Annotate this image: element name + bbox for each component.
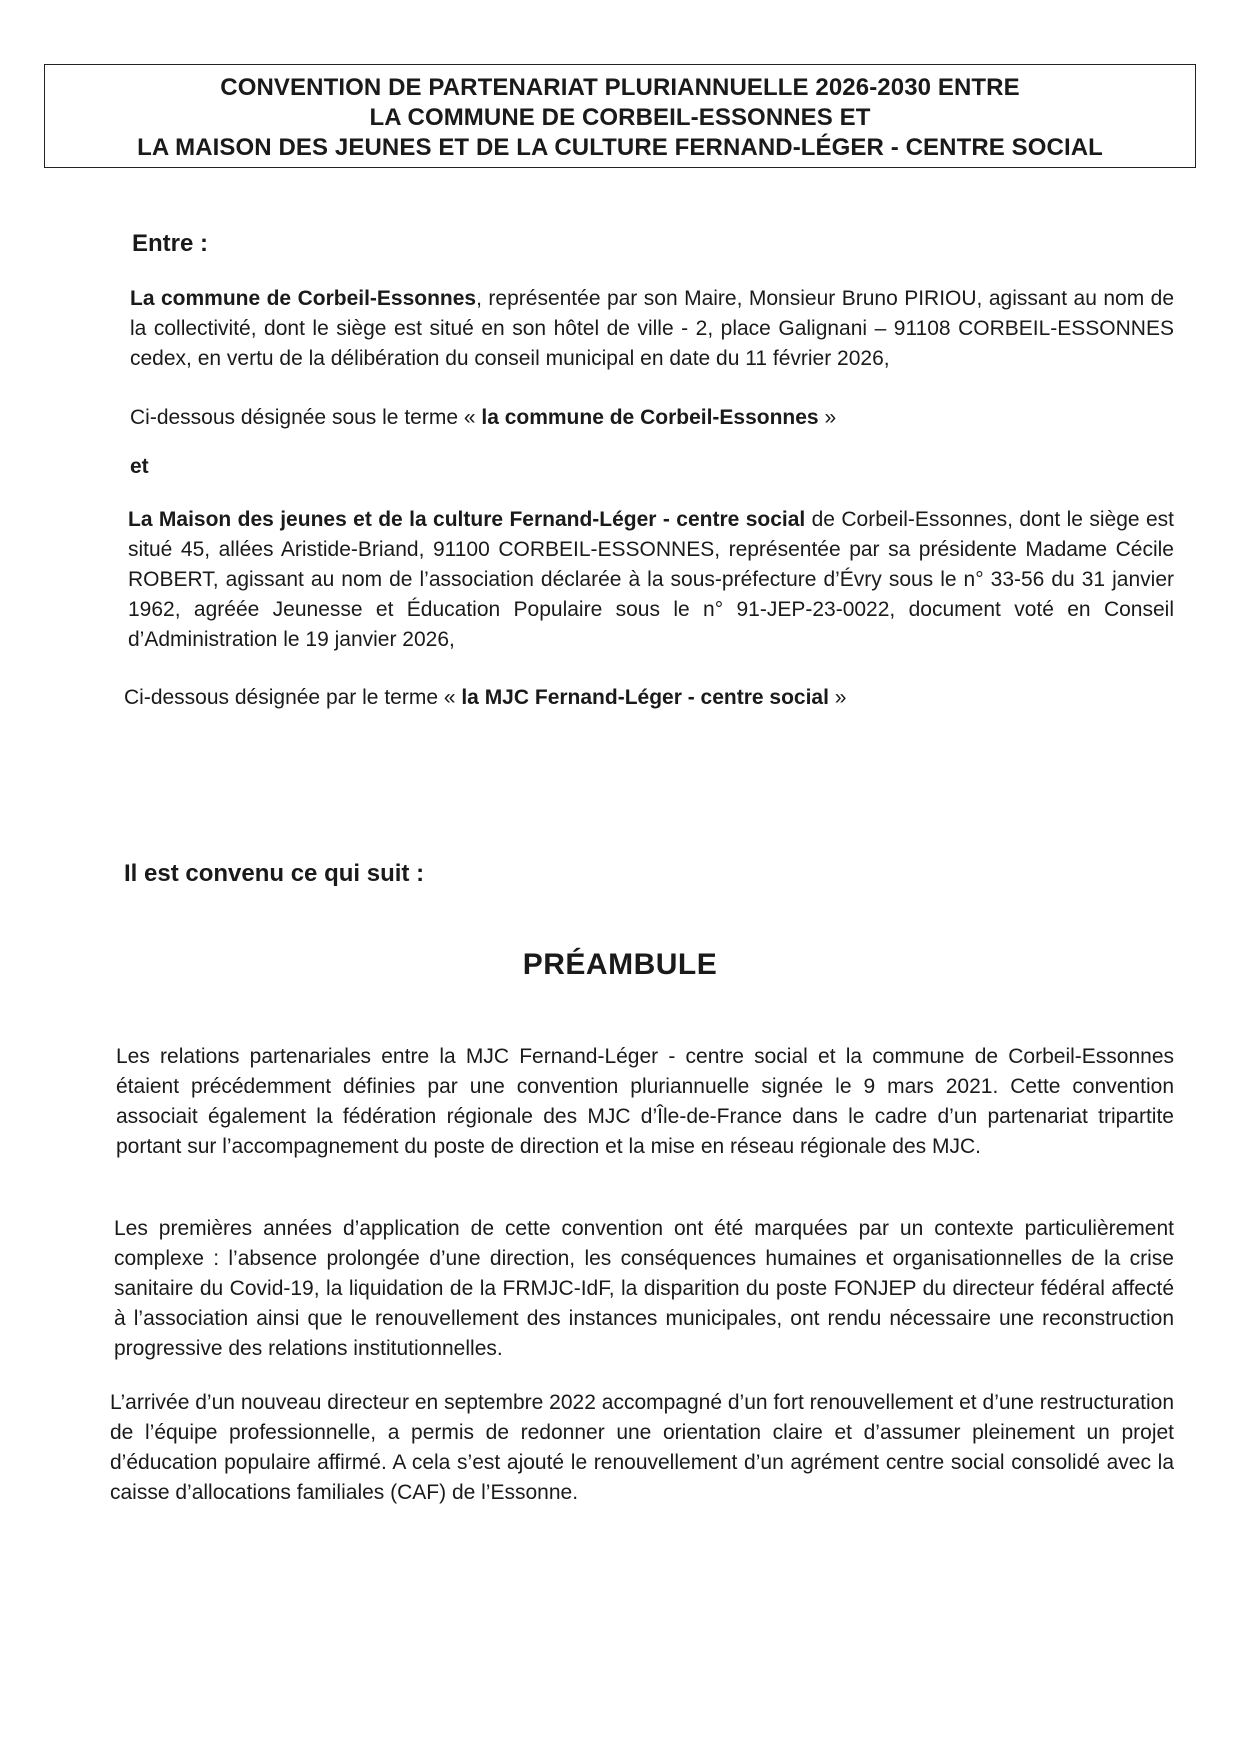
party1-paragraph — [130, 284, 1174, 374]
entre-label: Entre : — [132, 230, 209, 257]
party2-designation-term: la MJC Fernand-Léger - centre social — [461, 686, 829, 709]
party1-name: La commune de Corbeil-Essonnes — [130, 287, 477, 310]
party1-designation-prefix: Ci-dessous désignée sous le terme « — [130, 406, 482, 429]
title-line-1: CONVENTION DE PARTENARIAT PLURIANNUELLE 2026-2030 ENTRE — [220, 74, 1020, 101]
preambule-paragraph-3: L’arrivée d’un nouveau directeur en septembre 2022 accompagné d’un fort renouvellement et d’une restructuration de l’équipe professionnelle, a permis de redonner une orientation claire et d’assumer pleinement un projet d’éducation populaire affirmé. A cela s’est ajouté le renouvellement d’un agrément centre social consolidé avec la caisse d’allocations familiales (CAF) de l’Essonne. — [110, 1391, 1174, 1504]
party1-designation-term: la commune de Corbeil-Essonnes — [481, 406, 819, 429]
party1-designation-suffix: » — [818, 406, 837, 429]
convenu-label: Il est convenu ce qui suit : — [124, 860, 425, 887]
preambule-paragraph-2: Les premières années d’application de cette convention ont été marquées par un contexte particulièrement complexe : l’absence prolongée d’une direction, les conséquences humaines et organisationnelles de la crise sanitaire du Covid-19, la liquidation de la FRMJC-IdF, la disparition du poste FONJEP du directeur fédéral affecté à l’association ainsi que le renouvellement des instances municipales, ont rendu nécessaire une reconstruction progressive des relations institutionnelles. — [114, 1217, 1174, 1360]
title-line-3: LA MAISON DES JEUNES ET DE LA CULTURE FERNAND-LÉGER - CENTRE SOCIAL — [137, 134, 1103, 161]
party1-designation — [130, 403, 1174, 433]
party2-designation-suffix: » — [828, 686, 847, 709]
party2-designation — [124, 683, 1174, 713]
title-line-2: LA COMMUNE DE CORBEIL-ESSONNES ET — [369, 104, 871, 131]
party1-text: , représentée par son Maire, Monsieur Bruno PIRIOU, agissant au nom de la collectivité, dont le siège est situé en son hôtel de ville - 2, place Galignani – 91108 CORBEIL-ESSONNES cedex, en vertu de la délibération du conseil municipal en date du 11 février 2026, — [130, 287, 1174, 370]
party2-name: La Maison des jeunes et de la culture Fernand-Léger - centre social — [128, 508, 806, 531]
party2-designation-prefix: Ci-dessous désignée par le terme « — [124, 686, 462, 709]
title-box — [44, 64, 1196, 168]
preambule-paragraph-1: Les relations partenariales entre la MJC Fernand-Léger - centre social et la commune de Corbeil-Essonnes étaient précédemment définies par une convention pluriannuelle signée le 9 mars 2021. Cette convention associait également la fédération régionale des MJC d’Île-de-France dans le cadre d’un partenariat tripartite portant sur l’accompagnement du poste de direction et la mise en réseau régionale des MJC. — [116, 1045, 1174, 1158]
preambule-title: PRÉAMBULE — [522, 948, 718, 981]
et-label: et — [130, 455, 149, 478]
party2-text: de Corbeil-Essonnes, dont le siège est situé 45, allées Aristide-Briand, 91100 CORBEIL-ESSONNES, représentée par sa présidente Madame Cécile ROBERT, agissant au nom de l’association déclarée à la sous-préfecture d’Évry sous le n° 33-56 du 31 janvier 1962, agréée Jeunesse et Éducation Populaire sous le n° 91-JEP-23-0022, document voté en Conseil d’Administration le 19 janvier 2026, — [128, 508, 1174, 651]
party2-paragraph — [128, 505, 1174, 655]
